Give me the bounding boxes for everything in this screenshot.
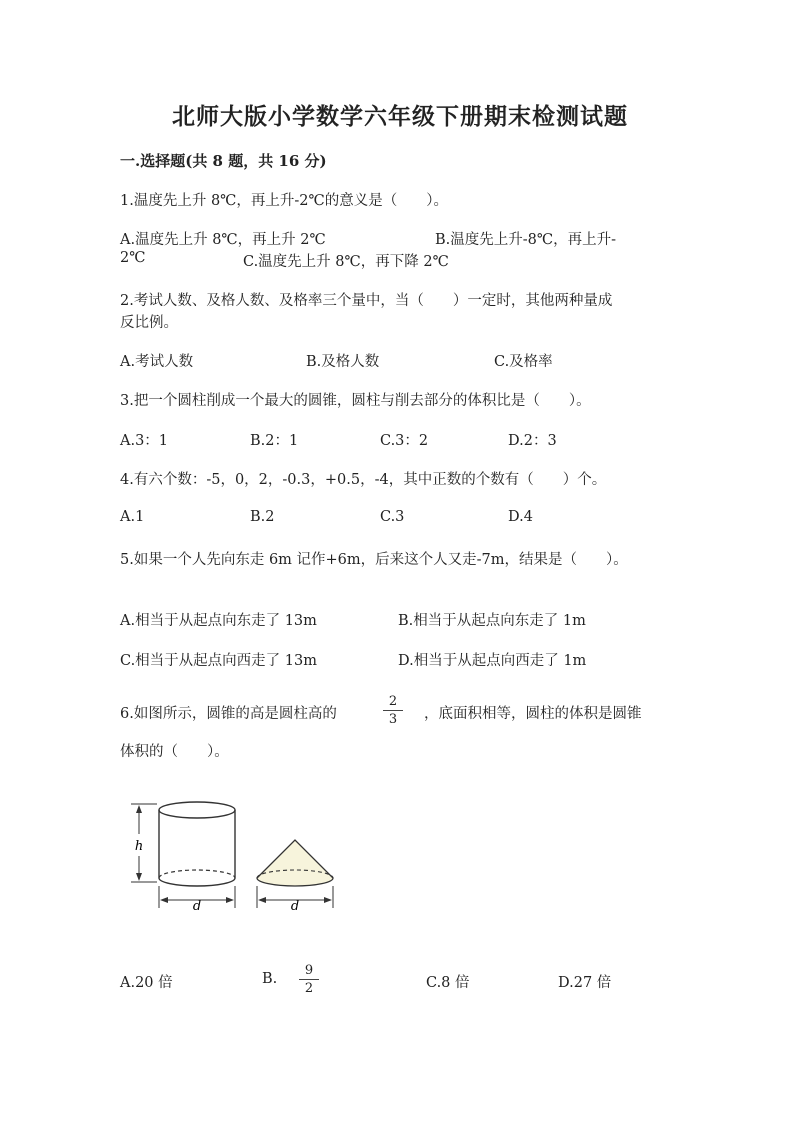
fraction-denominator: 3: [388, 712, 398, 727]
question-2-option-b: B.及格人数: [306, 354, 380, 370]
question-6-option-d: D.27 倍: [558, 975, 612, 991]
fraction-numerator: 2: [383, 695, 403, 711]
question-4-option-c: C.3: [380, 509, 405, 525]
section-heading: 一.选择题(共 8 题，共 16 分): [120, 152, 327, 170]
question-4-option-b: B.2: [250, 509, 275, 525]
question-1-option-a: A.温度先上升 8℃，再上升 2℃: [120, 232, 326, 248]
question-6-option-b-fraction: [299, 964, 319, 995]
question-2-stem-continued: 反比例。: [120, 315, 178, 331]
question-4-option-a: A.1: [120, 509, 145, 525]
question-5-option-b: B.相当于从起点向东走了 1m: [398, 613, 586, 629]
question-1-option-b-continued: 2℃: [120, 250, 146, 266]
question-1-stem: 1.温度先上升 8℃，再上升-2℃的意义是（ ）。: [120, 193, 448, 209]
question-3-stem: 3.把一个圆柱削成一个最大的圆锥，圆柱与削去部分的体积比是（ ）。: [120, 393, 591, 409]
question-6-option-c: C.8 倍: [426, 975, 470, 991]
cylinder-cone-figure: [125, 800, 345, 915]
question-1-option-c: C.温度先上升 8℃，再下降 2℃: [243, 254, 449, 270]
question-2-stem: 2.考试人数、及格人数、及格率三个量中，当（ ）一定时，其他两种量成: [120, 293, 613, 309]
question-5-stem: 5.如果一个人先向东走 6m 记作+6m，后来这个人又走-7m，结果是（ ）。: [120, 552, 628, 568]
cylinder-shape: [159, 802, 235, 886]
question-6-stem-continued: 体积的（ ）。: [120, 744, 229, 760]
question-5-option-c: C.相当于从起点向西走了 13m: [120, 653, 317, 669]
question-6-stem: 6.如图所示，圆锥的高是圆柱高的: [120, 706, 337, 722]
question-6-fraction: [383, 695, 403, 726]
question-5-option-d: D.相当于从起点向西走了 1m: [398, 653, 587, 669]
question-3-option-b: B.2：1: [250, 433, 299, 449]
height-label: h: [134, 839, 144, 854]
question-4-option-d: D.4: [508, 509, 533, 525]
cone-shape: [257, 840, 333, 886]
question-1-option-b: B.温度先上升-8℃，再上升-: [435, 232, 617, 248]
page-title: 北师大版小学数学六年级下册期末检测试题: [172, 103, 628, 130]
question-6-option-a: A.20 倍: [120, 975, 173, 991]
question-2-option-c: C.及格率: [494, 354, 553, 370]
question-3-option-c: C.3：2: [380, 433, 429, 449]
question-6-option-b: B.: [262, 971, 278, 987]
question-3-option-d: D.2：3: [508, 433, 557, 449]
question-4-stem: 4.有六个数：-5，0，2，-0.3，+0.5，-4，其中正数的个数有（ ）个。: [120, 472, 607, 488]
cone-diameter-label: d: [290, 899, 300, 914]
option-b-numerator: 9: [299, 964, 319, 980]
question-2-option-a: A.考试人数: [120, 354, 194, 370]
question-6-stem-after-fraction: ，底面积相等，圆柱的体积是圆锥: [424, 706, 642, 722]
cylinder-diameter-label: d: [192, 899, 202, 914]
option-b-denominator: 2: [304, 981, 314, 996]
question-3-option-a: A.3：1: [120, 433, 169, 449]
question-5-option-a: A.相当于从起点向东走了 13m: [120, 613, 317, 629]
